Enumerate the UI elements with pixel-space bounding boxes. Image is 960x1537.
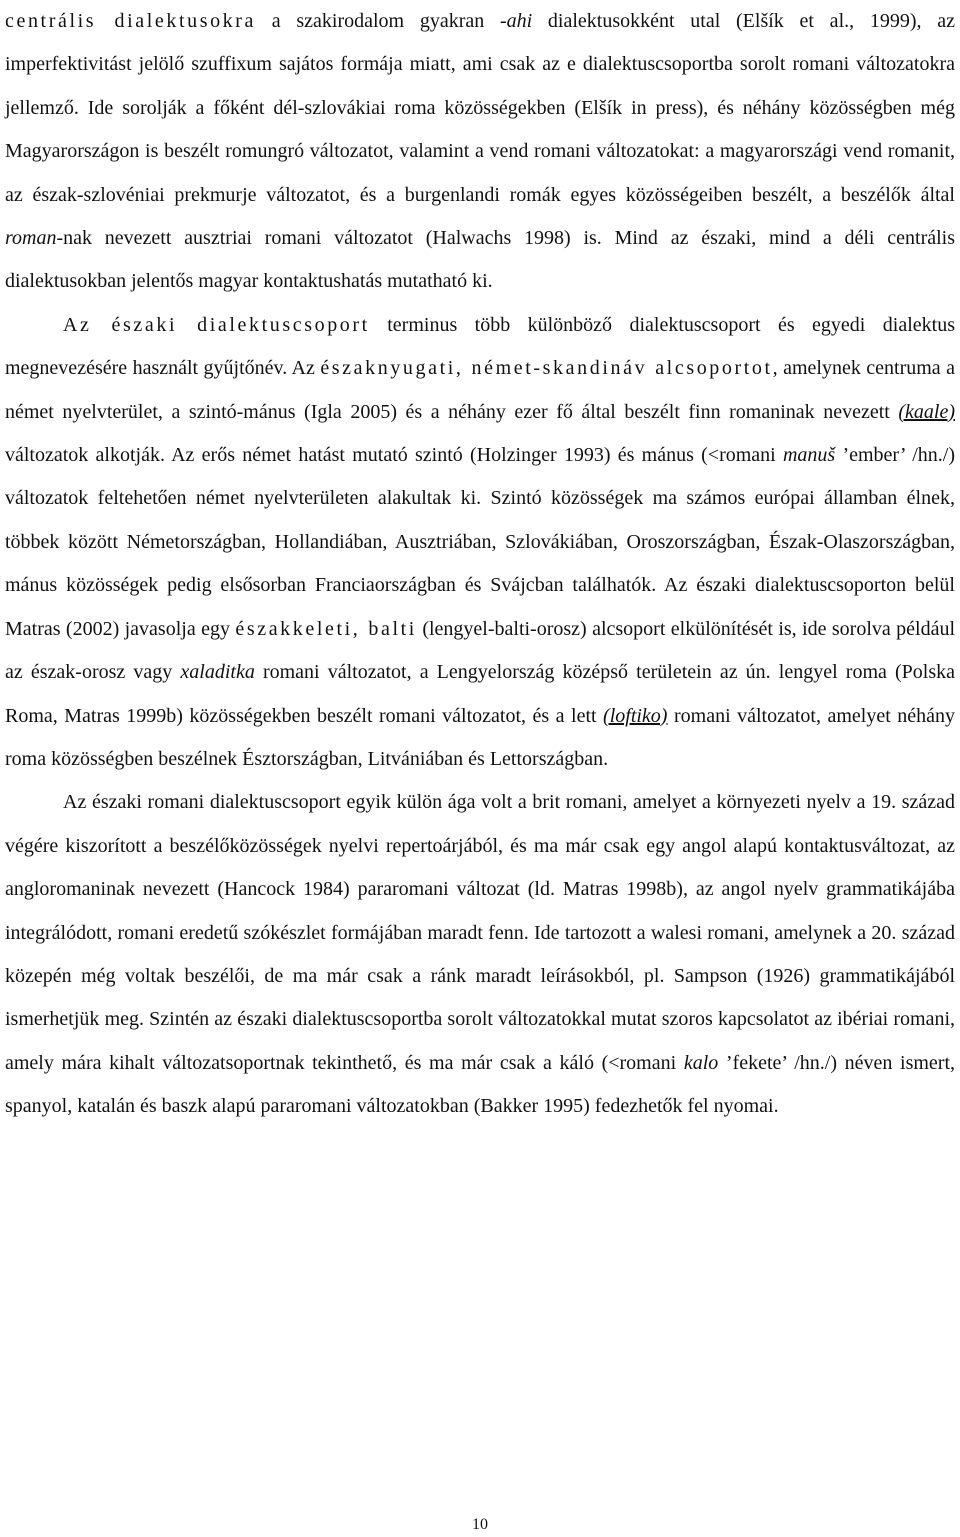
underlined-term: (loftiko) bbox=[603, 704, 668, 727]
spaced-term: északnyugati, német-skandináv alcsoportot bbox=[320, 357, 773, 380]
text-run: -nak nevezett ausztriai romani változatot (Halwachs 1998) is. Mind az északi, mind a déli centrális dialektusokban jelentős magyar kontaktushatás mutatható ki. bbox=[5, 227, 955, 293]
paragraph-2 bbox=[5, 304, 955, 781]
spaced-term: északkeleti, balti bbox=[235, 617, 417, 640]
underlined-term: (kaale) bbox=[898, 400, 955, 423]
italic-term: roman bbox=[5, 227, 57, 250]
italic-term: kalo bbox=[683, 1051, 719, 1074]
text-run: a szakirodalom gyakran bbox=[256, 10, 500, 32]
text-run: romani változatot, amelyet néhány roma közösségben beszélnek Észtországban, Litvániában és Lettországban. bbox=[5, 704, 955, 770]
italic-term: -ahi bbox=[499, 10, 533, 32]
italic-term: manuš bbox=[782, 444, 836, 467]
text-run: ’ember’ /hn./) változatok feltehetően német nyelvterületen alakultak ki. Szintó közösségek ma számos európai államban élnek, többek között Németországban, Hollandiában, Ausztriában, Szlovákiában, Oroszországban, Észak-Olaszországban, mánus közösségek pedig elsősorban Franciaországban és Svájcban találhatók. Az északi dialektuscsoporton belül Matras (2002) javasolja egy bbox=[5, 444, 956, 640]
text-run: változatok alkotják. Az erős német hatást mutató szintó (Holzinger 1993) és mánus (<romani bbox=[5, 444, 783, 467]
text-run: dialektusokként utal (Elšík et al., 1999), az imperfektivitást jelölő szuffixum sajátos formája miatt, ami csak az e dialektuscsoportba sorolt romani változatokra jellemző. Ide sorolják a főként dél-szlovákiai roma közösségekben (Elšík in press), és néhány közösségben még Magyarországon is beszélt romungró változatot, valamint a vend romani változatokat: a magyarországi vend romanit, az észak-szlovéniai prekmurje változatot, és a burgenlandi romák egyes közösségeiben beszélt, a beszélők által bbox=[5, 10, 955, 206]
italic-term: xaladitka bbox=[180, 661, 255, 684]
text-run: romani változatot, a Lengyelország középső területein az ún. lengyel roma (Polska Roma, Matras 1999b) közösségekben beszélt romani változatot, és a lett bbox=[5, 661, 955, 727]
text-run: , amelynek centruma a német nyelvterület, a szintó-mánus (Igla 2005) és a néhány ezer fő által beszélt finn romaninak nevezett bbox=[5, 357, 955, 423]
paragraph-3 bbox=[5, 781, 955, 1128]
text-run: terminus több különböző dialektuscsoport és egyedi dialektus megnevezésére használt gyűjtőnév. Az bbox=[5, 313, 955, 380]
page-number: 10 bbox=[472, 1516, 488, 1533]
text-run: (lengyel-balti-orosz) alcsoport elkülönítését is, ide sorolva például az észak-orosz vagy bbox=[5, 617, 956, 684]
spaced-term: Az északi dialektuscsoport bbox=[63, 313, 370, 336]
spaced-term: centrális dialektusokra bbox=[5, 10, 257, 32]
document-body bbox=[5, 0, 955, 1129]
text-run: Az északi romani dialektuscsoport egyik külön ága volt a brit romani, amelyet a környezeti nyelv a 19. század végére kiszorított a beszélőközösségek nyelvi repertoárjából, és ma már csak egy angol alapú kontaktusváltozat, az angloromaninak nevezett (Hancock 1984) pararomani változat (ld. Matras 1998b), az angol nyelv grammatikájába integrálódott, romani eredetű szókészlet formájában maradt fenn. Ide tartozott a walesi romani, amelynek a 20. század közepén még voltak beszélői, de ma már csak a ránk maradt leírásokból, pl. Sampson (1926) grammatikájából ismerhetjük meg. Szintén az északi dialektuscsoportba sorolt változatokkal mutat szoros kapcsolatot az ibériai romani, amely mára kihalt változatsoportnak tekinthető, és ma már csak a káló (<romani bbox=[5, 791, 955, 1074]
paragraph-1 bbox=[5, 0, 955, 304]
text-run: ’fekete’ /hn./) néven ismert, spanyol, katalán és baszk alapú pararomani változatokban (Bakker 1995) fedezhetők fel nyomai. bbox=[5, 1051, 955, 1118]
